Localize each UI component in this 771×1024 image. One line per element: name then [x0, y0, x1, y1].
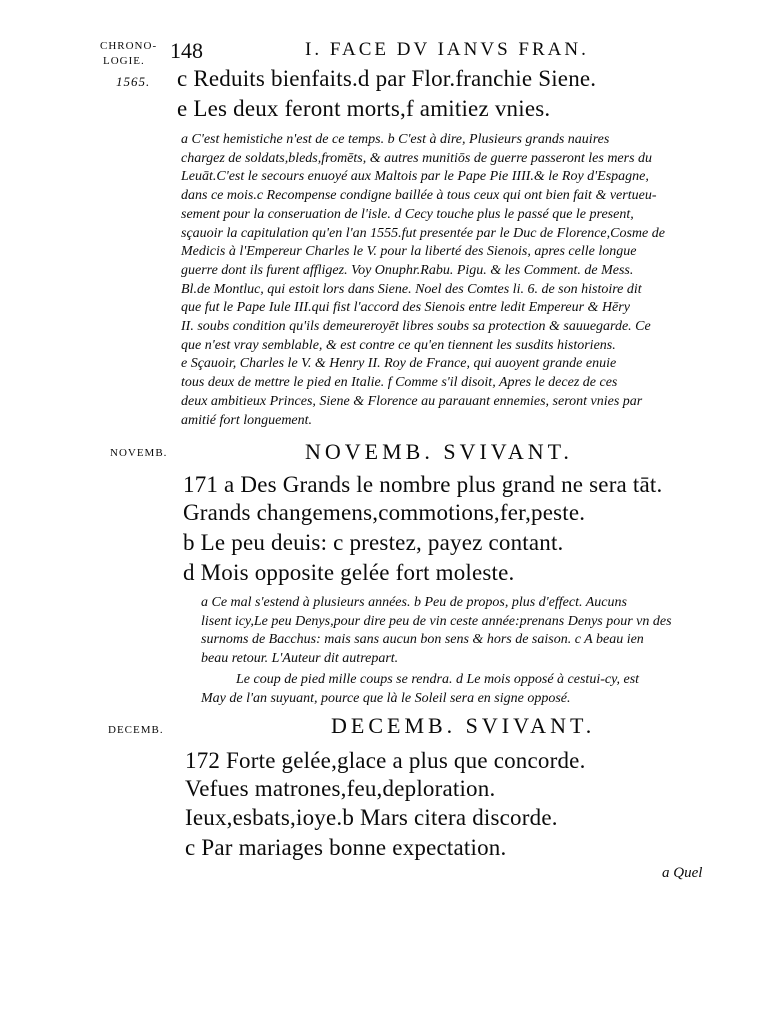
note-line: dans ce mois.c Recompense condigne baillée à tous ceux qui ont bien fait & vertueu- — [181, 188, 657, 204]
verse-line: e Les deux feront morts,f amitiez vnies. — [177, 96, 551, 121]
verse-line: Grands changemens,commotions,fer,peste. — [183, 500, 586, 525]
margin-label-bottom: LOGIE. — [103, 55, 145, 67]
section-title-novemb: NOVEMB. SVIVANT. — [305, 439, 573, 464]
verse-line: c Par mariages bonne expectation. — [185, 835, 507, 860]
note-line: que n'est vray semblable, & est contre ce qu'en tiennent les susdits historiens. — [181, 337, 616, 353]
margin-month-novemb: NOVEMB. — [110, 447, 168, 459]
note-line: Bl.de Montluc, qui estoit lors dans Siene. Noel des Comtes li. 6. de son histoire dit — [181, 281, 642, 297]
note-line: tous deux de mettre le pied en Italie. f Comme s'il disoit, Apres le decez de ces — [181, 375, 618, 391]
note-line: guerre dont ils furent affligez. Voy Onuphr.Rabu. Pigu. & les Comment. de Mess. — [181, 262, 634, 278]
verse-line: c Reduits bienfaits.d par Flor.franchie Siene. — [177, 66, 597, 91]
verse-line: Ieux,esbats,ioye.b Mars citera discorde. — [185, 805, 558, 830]
note-line: Leuāt.C'est le secours enuoyé aux Maltois par le Pape Pie IIII.& le Roy d'Espagne, — [181, 169, 649, 185]
note-line: surnoms de Bacchus: mais sans aucun bon sens & hors de saison. c A beau ien — [201, 632, 644, 648]
note-line: Le coup de pied mille coups se rendra. d Le mois opposé à cestui-cy, est — [236, 671, 640, 687]
catchword: a Quel — [662, 865, 703, 881]
verse-line: 171 a Des Grands le nombre plus grand ne sera tāt. — [183, 472, 663, 497]
note-line: II. soubs condition qu'ils demeureroyēt libres soubs sa protection & sauuegarde. Ce — [181, 319, 651, 335]
note-line: sçauoir la capitulation qu'en l'an 1555.fut presentée par le Duc de Florence,Cosme de — [181, 225, 665, 241]
note-line: e Sçauoir, Charles le V. & Henry II. Roy de France, qui auoyent grande enuie — [181, 356, 617, 372]
page-number: 148 — [170, 38, 203, 63]
notes-block-top — [181, 131, 707, 430]
note-line: lisent icy,Le peu Denys,pour dire peu de vin ceste année:prenans Denys pour vn des — [201, 613, 672, 629]
note-line: a C'est hemistiche n'est de ce temps. b C'est à dire, Plusieurs grands nauires — [181, 132, 610, 147]
note-line: amitié fort longuement. — [181, 412, 313, 428]
margin-label-top: CHRONO- — [100, 40, 158, 52]
note-line: Medicis à l'Empereur Charles le V. pour la liberté des Sienois, apres celle longue — [181, 244, 637, 260]
section-title-decemb: DECEMB. SVIVANT. — [331, 713, 596, 738]
note-line: chargez de soldats,bleds,fromēts, & autres munitiōs de guerre passeront les mers du — [181, 150, 653, 166]
verse-line: Vefues matrones,feu,deploration. — [185, 776, 496, 801]
notes-block-novemb — [201, 594, 708, 708]
margin-month-decemb: DECEMB. — [108, 724, 164, 736]
note-line: beau retour. L'Auteur dit autrepart. — [201, 651, 399, 667]
note-line: sement pour la conseruation de l'isle. d Cecy touche plus le passé que le present, — [181, 206, 634, 222]
verse-line: b Le peu deuis: c prestez, payez contant. — [183, 530, 564, 555]
note-line: que fut le Pape Iule III.qui fist l'accord des Sienois entre ledit Empereur & Hēry — [181, 300, 630, 316]
margin-year: 1565. — [116, 74, 151, 89]
verse-line: d Mois opposite gelée fort moleste. — [183, 560, 515, 585]
verse-line: 172 Forte gelée,glace a plus que concorde. — [185, 748, 586, 773]
note-line: deux ambitieux Princes, Siene & Florence au parauant ennemies, seront vnies par — [181, 393, 643, 409]
running-title: I. FACE DV IANVS FRAN. — [305, 39, 589, 60]
note-line: May de l'an suyuant, pource que là le Soleil sera en signe opposé. — [201, 690, 571, 706]
note-line: a Ce mal s'estend à plusieurs années. b Peu de propos, plus d'effect. Aucuns — [201, 595, 627, 610]
